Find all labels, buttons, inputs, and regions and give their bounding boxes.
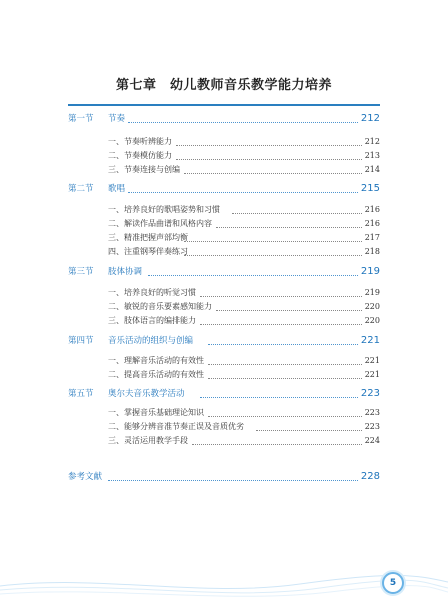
item-title: 四、注重钢琴伴奏练习 [108,247,188,256]
leader-dots [200,397,358,398]
leader-dots [148,275,358,276]
leader-dots [216,310,362,311]
item-title: 二、解读作品曲谱和风格内容 [108,219,212,228]
leader-dots [216,227,362,228]
page-number-badge: 5 [382,572,404,594]
leader-dots [184,255,362,256]
references-title: 参考文献 [68,472,103,482]
section-number: 第五节 [68,389,94,399]
leader-dots [208,378,362,379]
section-page: 215 [360,183,380,194]
leader-dots [128,192,358,193]
leader-dots [176,145,362,146]
toc-section-row[interactable] [0,181,448,197]
footer-wave-decoration [0,560,448,602]
item-page: 220 [364,316,380,325]
item-title: 三、精准把握声部均衡 [108,233,188,242]
item-title: 一、节奏听辨能力 [108,137,172,146]
toc-section-row[interactable] [0,333,448,349]
leader-dots [200,296,362,297]
leader-dots [200,324,362,325]
leader-dots [208,344,358,345]
toc-item-row[interactable] [0,313,448,329]
item-page: 217 [364,233,380,242]
toc-item-row[interactable] [0,162,448,178]
item-title: 二、敏锐的音乐要素感知能力 [108,302,212,311]
references-page: 228 [360,471,380,482]
toc-section-row[interactable] [0,111,448,127]
item-title: 二、能够分辨音准节奏正误及音质优劣 [108,422,244,431]
item-page: 213 [364,151,380,160]
leader-dots [184,173,362,174]
item-page: 221 [364,356,380,365]
item-title: 三、节奏连接与创编 [108,165,180,174]
item-title: 二、提高音乐活动的有效性 [108,370,204,379]
leader-dots [128,122,358,123]
leader-dots [176,159,362,160]
section-title: 奥尔夫音乐教学活动 [108,389,185,399]
item-page: 219 [364,288,380,297]
section-number: 第二节 [68,184,94,194]
item-title: 二、节奏模仿能力 [108,151,172,160]
section-number: 第三节 [68,267,94,277]
item-title: 一、理解音乐活动的有效性 [108,356,204,365]
item-title: 一、培养良好的歌唱姿势和习惯 [108,205,220,214]
item-page: 212 [364,137,380,146]
leader-dots [208,364,362,365]
item-page: 221 [364,370,380,379]
section-title: 节奏 [108,114,126,124]
section-title: 音乐活动的组织与创编 [108,336,194,346]
section-number: 第一节 [68,114,94,124]
item-title: 一、培养良好的听觉习惯 [108,288,196,297]
item-title: 三、肢体语言的编排能力 [108,316,196,325]
toc-item-row[interactable] [0,244,448,260]
toc-item-row[interactable] [0,433,448,449]
item-page: 223 [364,408,380,417]
section-title: 歌唱 [108,184,126,194]
section-page: 221 [360,335,380,346]
item-page: 223 [364,422,380,431]
item-title: 一、掌握音乐基础理论知识 [108,408,204,417]
section-number: 第四节 [68,336,94,346]
toc-section-row[interactable] [0,386,448,402]
section-page: 212 [360,113,380,124]
toc-references-row[interactable] [0,469,448,485]
title-rule [68,104,380,106]
item-title: 三、灵活运用教学手段 [108,436,188,445]
leader-dots [192,444,362,445]
section-page: 219 [360,266,380,277]
section-title: 肢体协调 [108,267,143,277]
leader-dots [184,241,362,242]
leader-dots [108,480,358,481]
leader-dots [232,213,362,214]
item-page: 216 [364,219,380,228]
leader-dots [256,430,362,431]
section-page: 223 [360,388,380,399]
chapter-title: 第七章 幼儿教师音乐教学能力培养 [115,78,332,93]
toc-item-row[interactable] [0,367,448,383]
toc-section-row[interactable] [0,264,448,280]
item-page: 224 [364,436,380,445]
item-page: 216 [364,205,380,214]
item-page: 220 [364,302,380,311]
leader-dots [208,416,362,417]
item-page: 218 [364,247,380,256]
item-page: 214 [364,165,380,174]
